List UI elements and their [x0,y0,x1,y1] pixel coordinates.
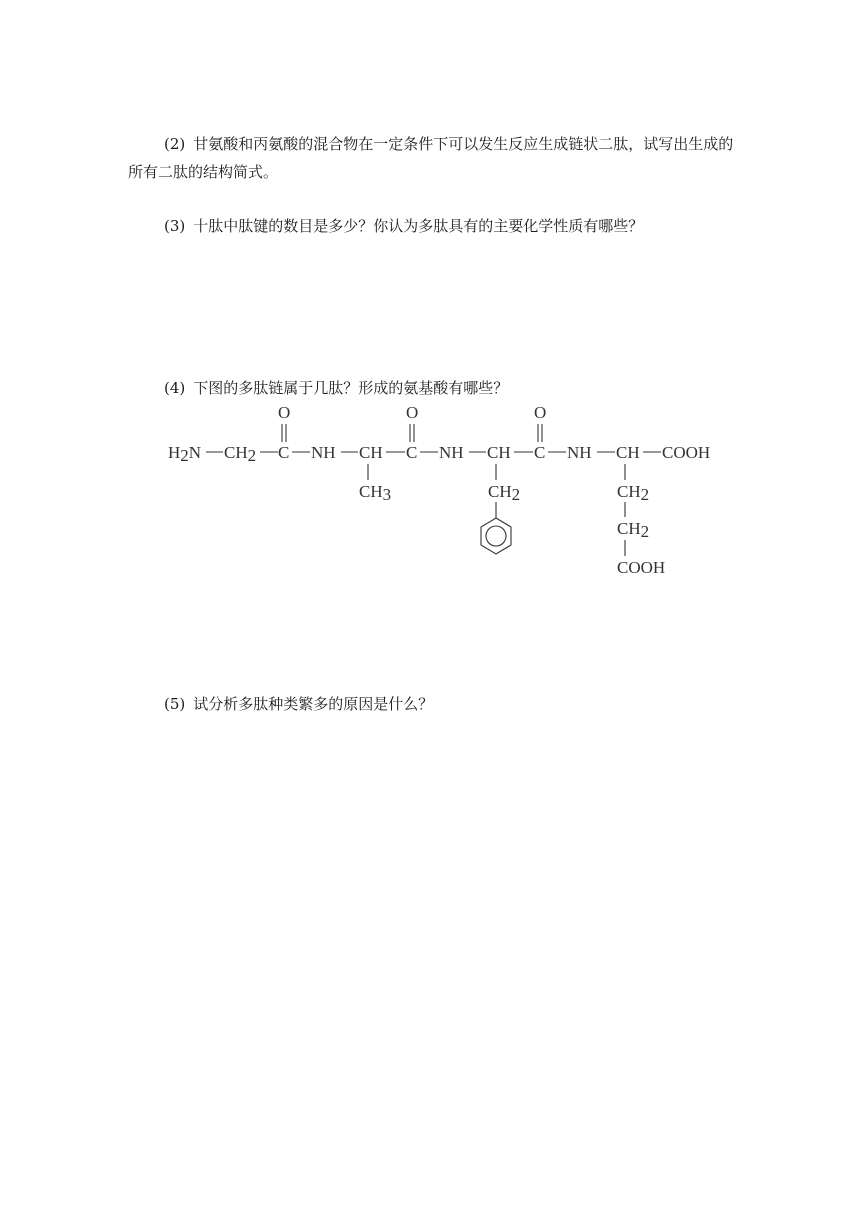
question-text: 甘氨酸和丙氨酸的混合物在一定条件下可以发生反应生成链状二肽，试写出生成的所有二肽的结构简式。 [128,135,734,181]
ch2-group: CH2 [488,482,521,504]
nh-group: NH [567,443,592,462]
question-4 [128,374,738,402]
question-3 [128,212,738,240]
ch-group: CH [616,443,640,462]
benzene-ring-circle [486,526,506,546]
ch-group: CH [359,443,383,462]
carboxyl-group: COOH [662,443,711,462]
carbonyl-carbon: C [278,443,290,462]
h2n-group: H2N [168,443,202,465]
question-text: 十肽中肽键的数目是多少？你认为多肽具有的主要化学性质有哪些？ [193,217,644,235]
question-number: (2) [164,135,186,153]
question-2 [128,130,738,186]
carbonyl-oxygen: O [278,403,291,422]
carbonyl-carbon: C [534,443,546,462]
nh-group: NH [439,443,464,462]
question-text: 试分析多肽种类繁多的原因是什么？ [193,695,434,713]
question-5 [128,690,738,718]
question-text: 下图的多肽链属于几肽？形成的氨基酸有哪些？ [193,379,509,397]
question-number: (4) [164,379,186,397]
ch-group: CH [487,443,511,462]
carbonyl-oxygen: O [406,403,419,422]
question-number: (5) [164,695,186,713]
carbonyl-carbon: C [406,443,418,462]
carboxyl-group: COOH [617,558,666,577]
ch2-group: CH2 [617,519,650,541]
polypeptide-structure-diagram [160,400,740,585]
methyl-group: CH3 [359,482,392,504]
carbonyl-oxygen: O [534,403,547,422]
ch2-group: CH2 [617,482,650,504]
nh-group: NH [311,443,336,462]
ch2-group: CH2 [224,443,257,465]
question-number: (3) [164,217,186,235]
